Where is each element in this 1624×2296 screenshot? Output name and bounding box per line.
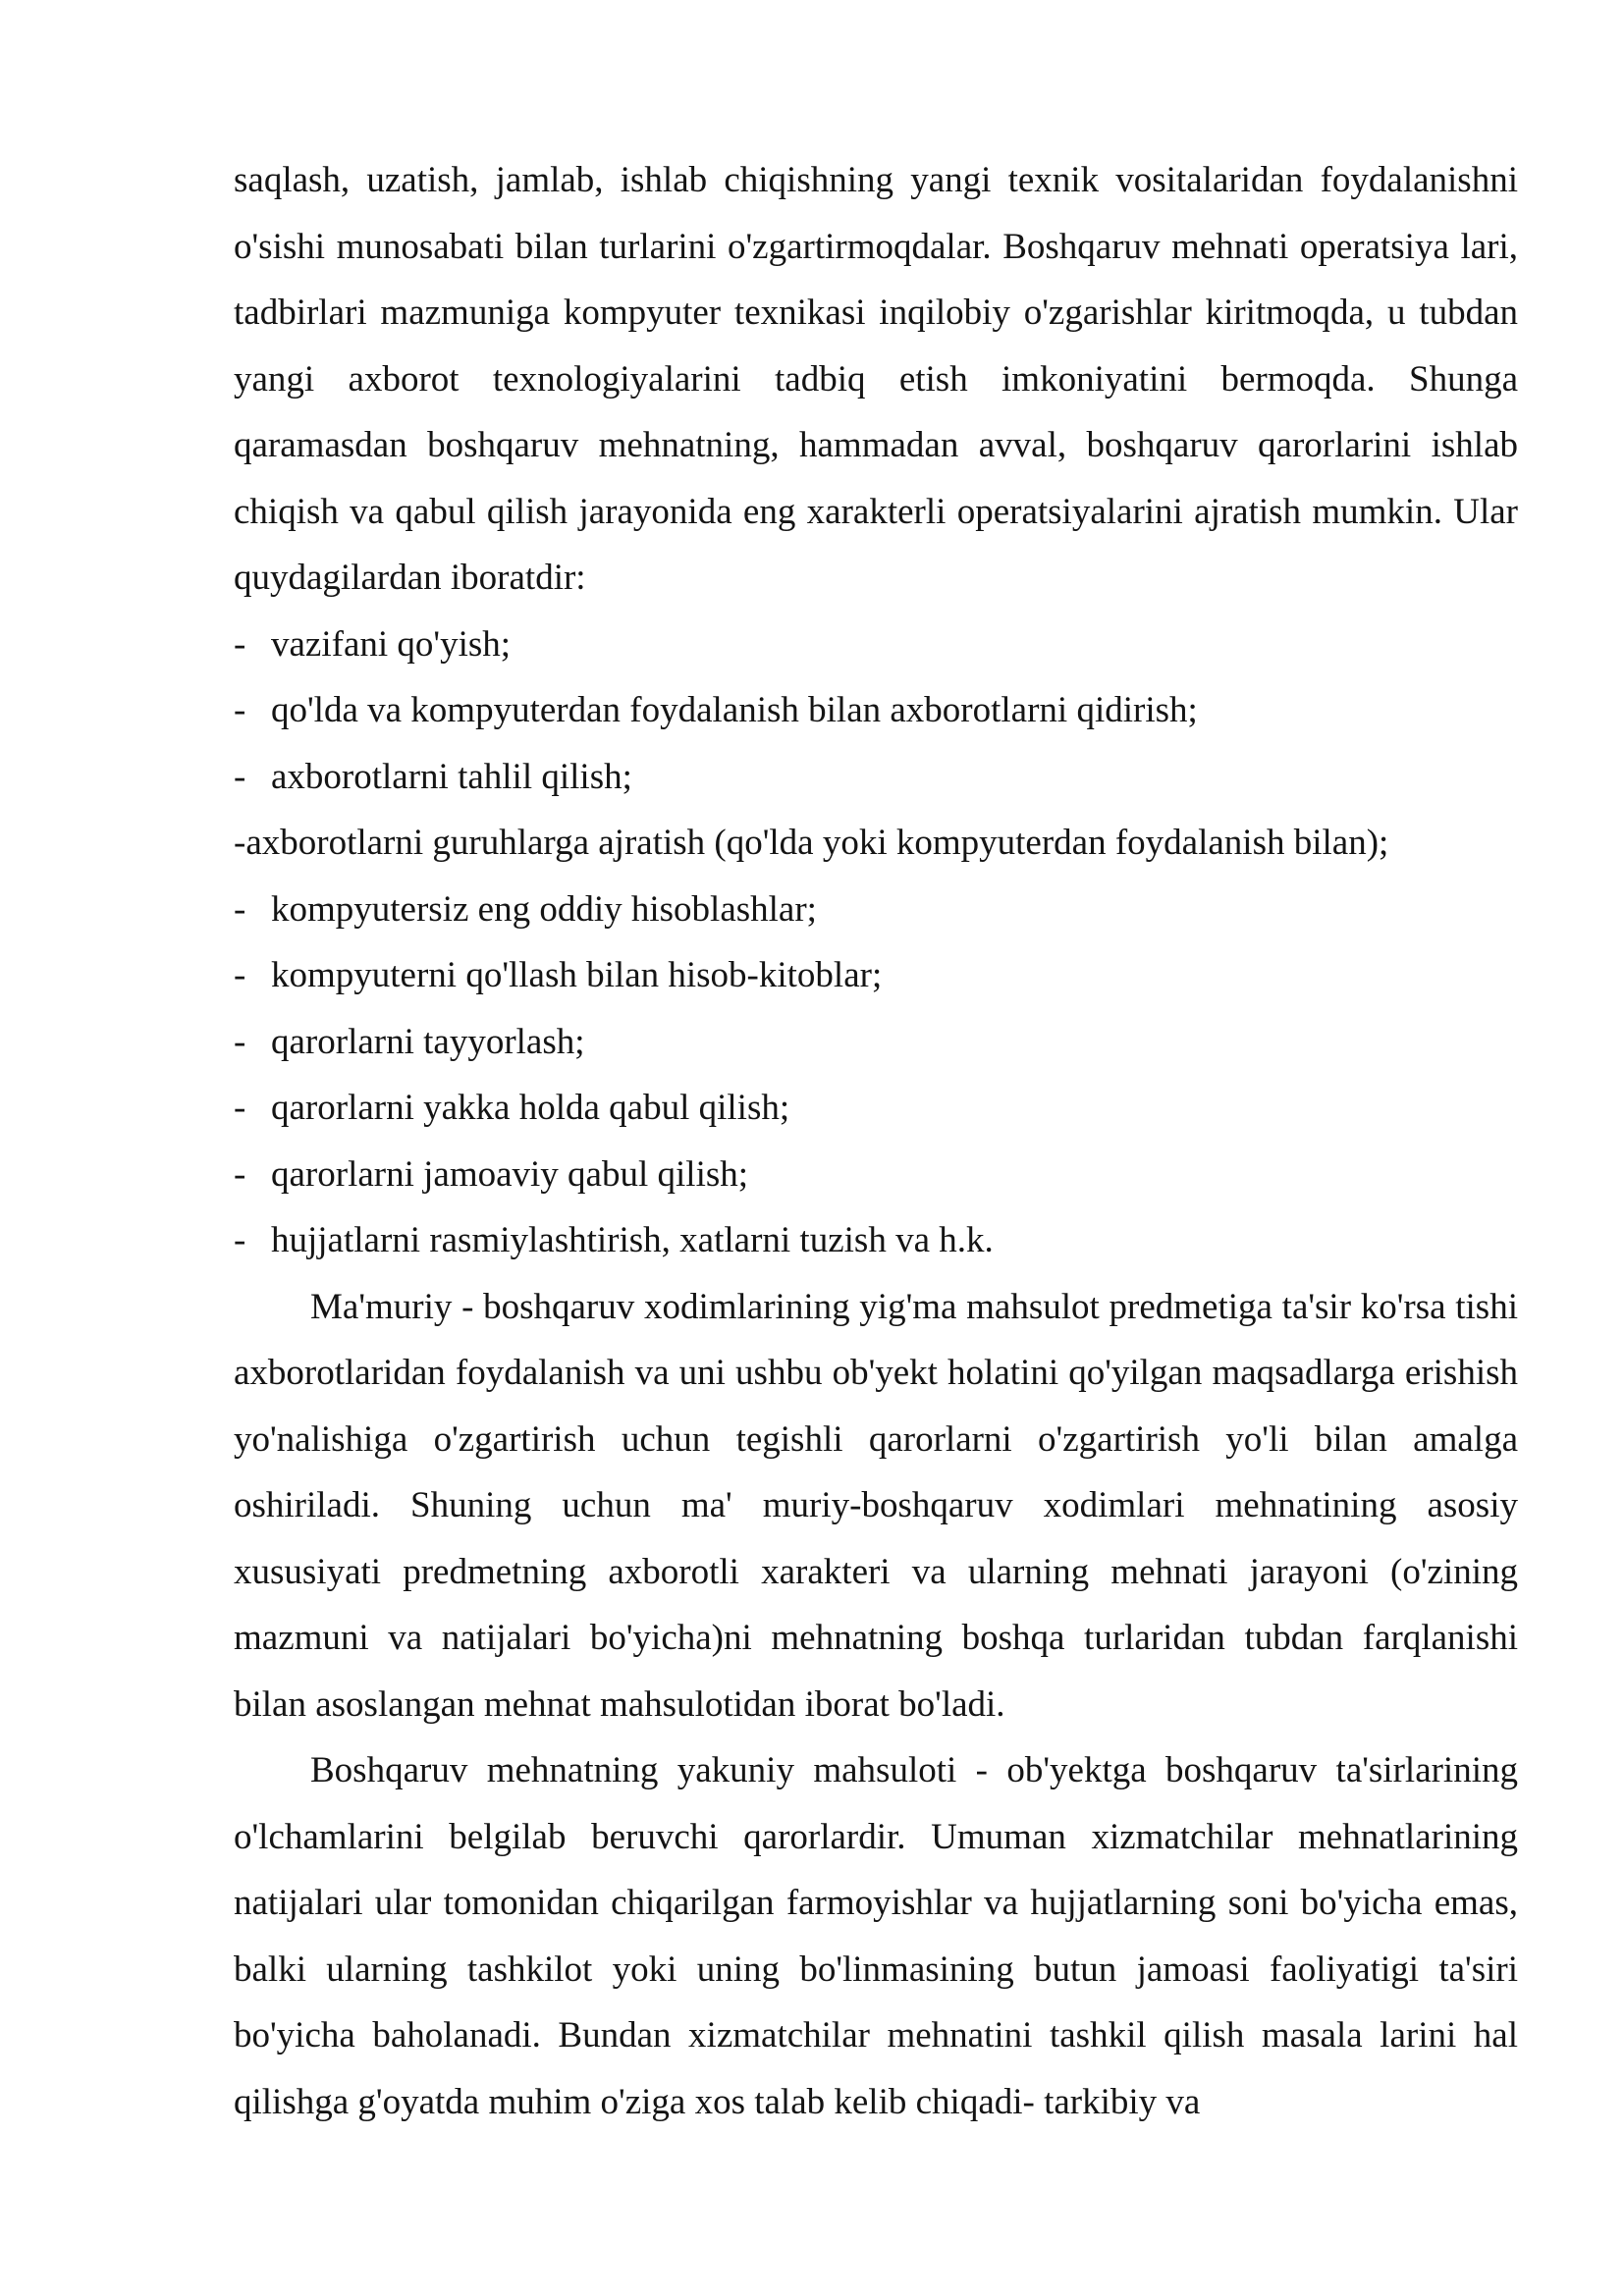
list-dash: -: [234, 1021, 246, 1062]
list-item: [234, 1009, 1518, 1076]
list-dash: -: [234, 1088, 246, 1128]
document-page: [234, 147, 1518, 2135]
paragraph-intro: saqlash, uzatish, jamlab, ishlab chiqishning yangi texnik vositalaridan foydalanishni o'sishi munosabati bilan turlarini o'zgartirmoqdalar. Boshqaruv mehnati operatsiya lari, tadbirlari mazmuniga kompyuter texnikasi inqilobiy o'zgarishlar kiritmoqda, u tubdan yangi axborot texnologiyalarini tadbiq etish imkoniyatini bermoqda. Shunga qaramasdan boshqaruv mehnatning, hammadan avval, boshqaruv qarorlarini ishlab chiqish va qabul qilish jarayonida eng xarakterli operatsiyalarini ajratish mumkin. Ular quydagilardan iboratdir:: [234, 160, 1518, 598]
list-item-text: qo'lda va kompyuterdan foydalanish bilan axborotlarni qidirish;: [271, 690, 1198, 730]
list-dash: -: [234, 955, 246, 995]
list-item-text: hujjatlarni rasmiylashtirish, xatlarni tuzish va h.k.: [271, 1220, 994, 1260]
list-dash: -: [234, 756, 246, 797]
list-dash: -: [234, 1153, 246, 1195]
list-item: [234, 744, 1518, 811]
list-item: [234, 1142, 1518, 1208]
operations-list: [234, 612, 1518, 1274]
list-dash: -: [234, 690, 246, 730]
list-item: [234, 677, 1518, 744]
list-dash: -: [234, 623, 246, 665]
list-item: [234, 942, 1518, 1009]
list-item: [234, 810, 1518, 877]
list-dash: -: [234, 823, 246, 863]
list-item: [234, 1075, 1518, 1142]
list-item-text: kompyutersiz eng oddiy hisoblashlar;: [271, 888, 817, 930]
list-item-text: qarorlarni yakka holda qabul qilish;: [271, 1088, 790, 1128]
list-item-text: qarorlarni tayyorlash;: [271, 1021, 585, 1062]
list-item: [234, 877, 1518, 943]
list-dash: -: [234, 888, 246, 930]
list-item: [234, 612, 1518, 678]
list-dash: -: [234, 1220, 246, 1260]
list-item-text: kompyuterni qo'llash bilan hisob-kitoblar;: [271, 955, 883, 995]
list-item-text: qarorlarni jamoaviy qabul qilish;: [271, 1153, 749, 1195]
list-item-text: axborotlarni tahlil qilish;: [271, 756, 632, 797]
list-item: [234, 1207, 1518, 1274]
paragraph-administrative: Ma'muriy - boshqaruv xodimlarining yig'ma mahsulot predmetiga ta'sir ko'rsa tishi axborotlaridan foydalanish va uni ushbu ob'yekt holatini qo'yilgan maqsadlarga erishish yo'nalishiga o'zgartirish uchun tegishli qarorlarni o'zgartirish yo'li bilan amalga oshiriladi. Shuning uchun ma' muriy-boshqaruv xodimlari mehnatining asosiy xususiyati predmetning axborotli xarakteri va ularning mehnati jarayoni (o'zining mazmuni va natijalari bo'yicha)ni mehnatning boshqa turlaridan tubdan farqlanishi bilan asoslangan mehnat mahsulotidan iborat bo'ladi.: [234, 1286, 1518, 1725]
list-item-text: vazifani qo'yish;: [271, 623, 512, 665]
list-item-text: axborotlarni guruhlarga ajratish (qo'lda yoki kompyuterdan foydalanish bilan);: [245, 823, 1389, 863]
paragraph-final-product: Boshqaruv mehnatning yakuniy mahsuloti - ob'yektga boshqaruv ta'sirlarining o'lchamlarini belgilab beruvchi qarorlardir. Umuman xizmatchilar mehnatlarining natijalari ular tomonidan chiqarilgan farmoyishlar va hujjatlarning soni bo'yicha emas, balki ularning tashkilot yoki uning bo'linmasining butun jamoasi faoliyatigi ta'siri bo'yicha baholanadi. Bundan xizmatchilar mehnatini tashkil qilish masala larini hal qilishga g'oyatda muhim o'ziga xos talab kelib chiqadi- tarkibiy va: [234, 1750, 1518, 2122]
